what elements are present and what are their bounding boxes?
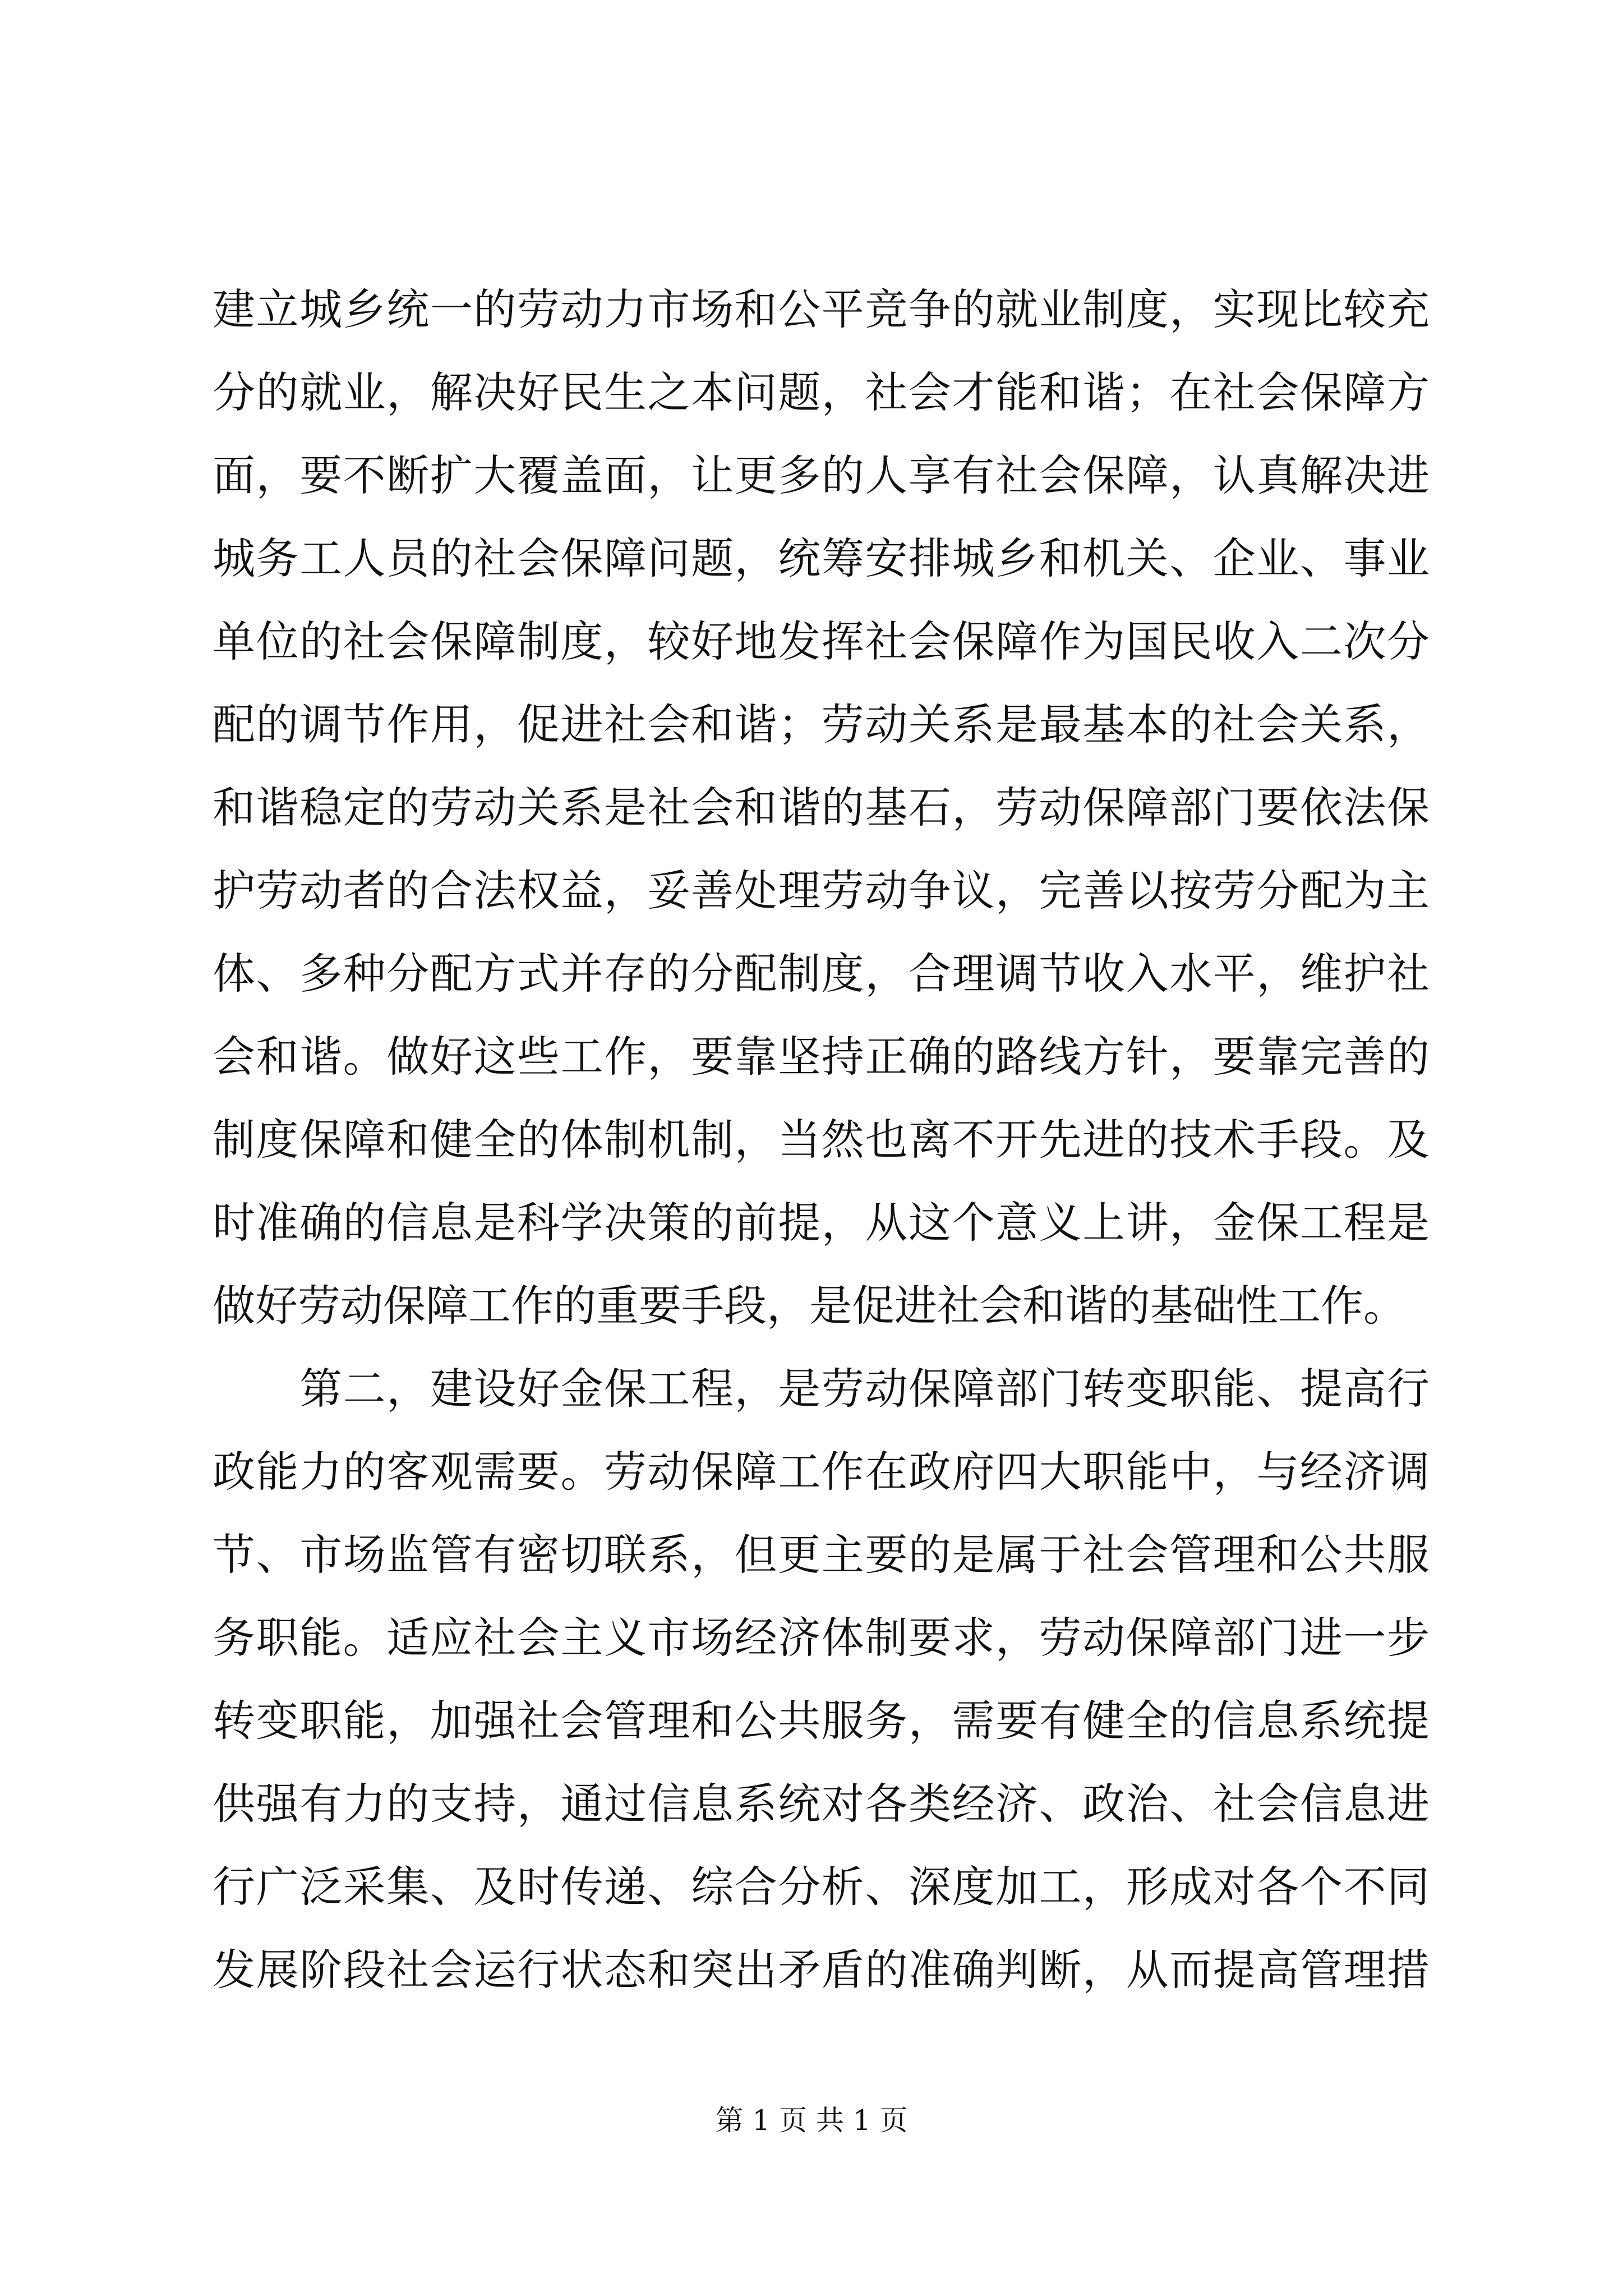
text-line: 分的就业，解决好民生之本问题，社会才能和谐；在社会保障方	[213, 367, 1430, 417]
text-line: 发展阶段社会运行状态和突出矛盾的准确判断，从而提高管理措	[213, 1945, 1430, 1995]
paragraph-2	[213, 1347, 1430, 2012]
body-text	[213, 268, 1430, 2012]
text-line: 行广泛采集、及时传递、综合分析、深度加工，形成对各个不同	[213, 1862, 1430, 1912]
text-line: 节、市场监管有密切联系，但更主要的是属于社会管理和公共服	[213, 1530, 1430, 1580]
text-line: 转变职能，加强社会管理和公共服务，需要有健全的信息系统提	[213, 1696, 1430, 1746]
text-line: 体、多种分配方式并存的分配制度，合理调节收入水平，维护社	[213, 949, 1430, 999]
paragraph-1	[213, 268, 1430, 1347]
text-line: 面，要不断扩大覆盖面，让更多的人享有社会保障，认真解决进	[213, 450, 1430, 500]
text-line: 制度保障和健全的体制机制，当然也离不开先进的技术手段。及	[213, 1115, 1430, 1165]
text-line: 时准确的信息是科学决策的前提，从这个意义上讲，金保工程是	[213, 1198, 1430, 1248]
page-footer	[0, 2098, 1623, 2138]
text-line: 城务工人员的社会保障问题，统筹安排城乡和机关、企业、事业	[213, 533, 1430, 583]
text-line: 配的调节作用，促进社会和谐；劳动关系是最基本的社会关系，	[213, 700, 1430, 749]
text-line: 护劳动者的合法权益，妥善处理劳动争议，完善以按劳分配为主	[213, 866, 1430, 915]
text-line: 供强有力的支持，通过信息系统对各类经济、政治、社会信息进	[213, 1779, 1430, 1829]
text-line: 和谐稳定的劳动关系是社会和谐的基石，劳动保障部门要依法保	[213, 783, 1430, 832]
text-line: 务职能。适应社会主义市场经济体制要求，劳动保障部门进一步	[213, 1613, 1430, 1663]
text-line: 会和谐。做好这些工作，要靠坚持正确的路线方针，要靠完善的	[213, 1032, 1430, 1082]
text-line: 第二，建设好金保工程，是劳动保障部门转变职能、提高行	[213, 1364, 1430, 1414]
page-number: 第 1 页 共 1 页	[715, 2104, 908, 2137]
text-line: 建立城乡统一的劳动力市场和公平竞争的就业制度，实现比较充	[213, 284, 1430, 334]
text-line: 政能力的客观需要。劳动保障工作在政府四大职能中，与经济调	[213, 1447, 1430, 1497]
text-line: 做好劳动保障工作的重要手段，是促进社会和谐的基础性工作。	[213, 1281, 1406, 1331]
text-line: 单位的社会保障制度，较好地发挥社会保障作为国民收入二次分	[213, 616, 1430, 666]
